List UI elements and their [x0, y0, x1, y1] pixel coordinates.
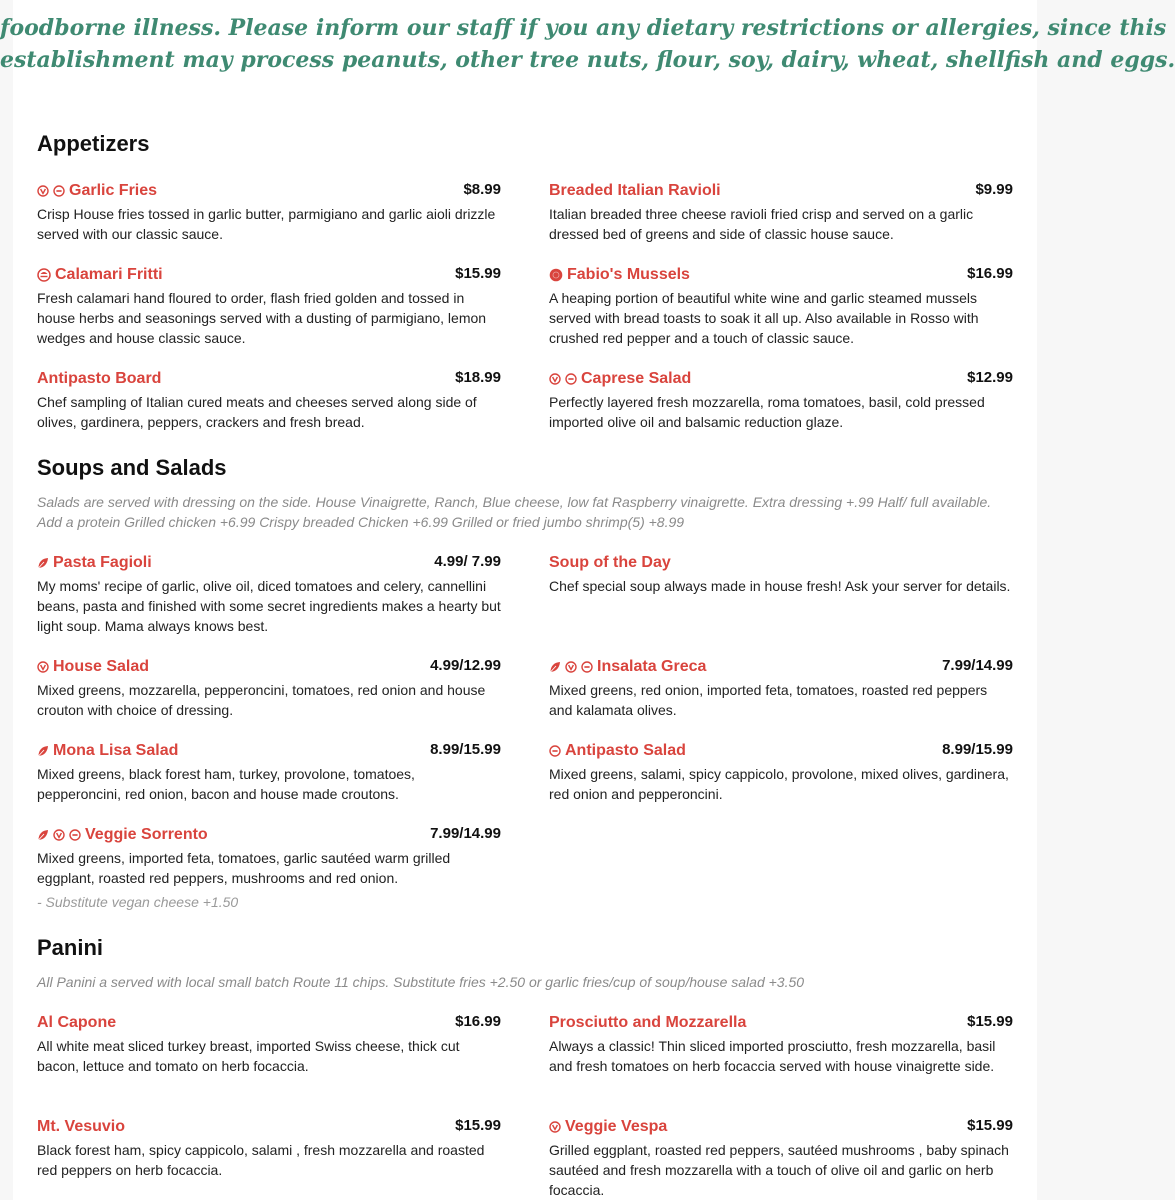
healthy-leaf-icon: [549, 661, 561, 673]
menu-item-name-text: Antipasto Board: [37, 370, 162, 387]
menu-item-name-text: Al Capone: [37, 1014, 117, 1031]
shellfish-icon: [549, 268, 563, 282]
menu-item: [549, 742, 1013, 804]
menu-item-description: A heaping portion of beautiful white wine and garlic steamed mussels served with bread toasts to soak it all up. Also available in Rosso with crushed red pepper and a touch of classic sauce.: [549, 290, 979, 346]
menu-item: [549, 1118, 1013, 1200]
vegetarian-icon: [37, 185, 49, 197]
menu-item-name: [37, 370, 161, 388]
seafood-icon: [37, 268, 51, 282]
gluten-free-icon: [53, 185, 65, 197]
menu-item-name-text: House Salad: [53, 658, 150, 675]
notice-line-1: foodborne illness. Please inform our staff if you any dietary restrictions or allergies, since this: [0, 15, 1167, 41]
menu-item: [37, 742, 501, 804]
menu-item-header: [549, 266, 1013, 288]
menu-item-description: All white meat sliced turkey breast, imported Swiss cheese, thick cut bacon, lettuce and tomato on herb focaccia.: [37, 1038, 460, 1074]
vegetarian-icon: [53, 829, 65, 841]
menu-item-name: [549, 266, 690, 284]
vegetarian-icon: [37, 661, 49, 673]
section-title-appetizers: Appetizers: [37, 131, 150, 156]
menu-item-substitution-note: - Substitute vegan cheese +1.50: [37, 894, 239, 910]
gluten-free-icon: [565, 373, 577, 385]
menu-item: [37, 370, 501, 432]
menu-item-name-text: Insalata Greca: [597, 658, 707, 675]
menu-item-name: [549, 554, 671, 572]
menu-item-description: Grilled eggplant, roasted red peppers, sautéed mushrooms , baby spinach sautéed and fresh mozzarella with a touch of olive oil and garlic on herb focaccia.: [549, 1142, 1009, 1198]
menu-item: [549, 182, 1013, 244]
menu-item-header: [549, 1014, 1013, 1036]
menu-item-name: [37, 266, 163, 284]
menu-item-name-text: Fabio's Mussels: [567, 266, 690, 283]
menu-item-description: Black forest ham, spicy cappicolo, salami , fresh mozzarella and roasted red peppers on herb focaccia.: [37, 1142, 485, 1178]
menu-item-description: Always a classic! Thin sliced imported prosciutto, fresh mozzarella, basil and fresh tomatoes on herb focaccia served with house vinaigrette side.: [549, 1038, 996, 1074]
menu-item-header: [549, 182, 1013, 204]
menu-item: [549, 370, 1013, 432]
section-note-soups-salads: Salads are served with dressing on the side. House Vinaigrette, Ranch, Blue cheese, low fat Raspberry vinaigrette. Extra dressing +.99 Half/ full available. Add a protein Grilled chicken +6.99 Crispy breaded Chicken +6.99 Grilled or fried jumbo shrimp(5) +8.99: [37, 494, 992, 530]
menu-item-header: [37, 826, 501, 848]
healthy-leaf-icon: [37, 829, 49, 841]
menu-item-header: [37, 1118, 501, 1140]
menu-item: [549, 658, 1013, 720]
menu-item-header: [37, 182, 501, 204]
menu-item-name: [37, 742, 178, 760]
section-title-soups-salads: Soups and Salads: [37, 455, 227, 480]
menu-item-description: Mixed greens, imported feta, tomatoes, garlic sautéed warm grilled eggplant, roasted red peppers, mushrooms and red onion.: [37, 850, 451, 886]
healthy-leaf-icon: [37, 557, 49, 569]
gluten-free-icon: [69, 829, 81, 841]
menu-item-name-text: Veggie Vespa: [565, 1118, 668, 1135]
menu-item-name-text: Pasta Fagioli: [53, 554, 152, 571]
menu-item-description: Perfectly layered fresh mozzarella, roma tomatoes, basil, cold pressed imported olive oil and balsamic reduction glaze.: [549, 394, 985, 430]
menu-item-header: [549, 658, 1013, 680]
menu-item-price: $16.99: [455, 1013, 501, 1030]
menu-item-name: [37, 1118, 125, 1136]
menu-item-price: $16.99: [967, 265, 1013, 282]
menu-item: [37, 826, 501, 912]
menu-item-name-text: Antipasto Salad: [565, 742, 686, 759]
menu-item-name-text: Soup of the Day: [549, 554, 671, 571]
menu-item-price: 8.99/15.99: [430, 741, 501, 758]
menu-item-description: Mixed greens, red onion, imported feta, tomatoes, roasted red peppers and kalamata olives.: [549, 682, 988, 718]
menu-item: [549, 554, 1013, 596]
allergy-notice: [0, 0, 1175, 76]
menu-item-header: [37, 658, 501, 680]
menu-item-header: [549, 554, 1013, 576]
menu-item-name-text: Veggie Sorrento: [85, 826, 208, 843]
vegetarian-icon: [565, 661, 577, 673]
menu-item-name: [549, 182, 721, 200]
menu-item-description: Mixed greens, salami, spicy cappicolo, provolone, mixed olives, gardinera, red onion and pepperoncini.: [549, 766, 1009, 802]
menu-item-description: Chef sampling of Italian cured meats and cheeses served along side of olives, gardinera, peppers, crackers and fresh bread.: [37, 394, 477, 430]
menu-item: [549, 1014, 1013, 1076]
menu-item-description: Italian breaded three cheese ravioli fried crisp and served on a garlic dressed bed of greens and side of classic house sauce.: [549, 206, 974, 242]
menu-item-price: $18.99: [455, 369, 501, 386]
menu-item-price: $15.99: [967, 1013, 1013, 1030]
menu-item-description: Chef special soup always made in house fresh! Ask your server for details.: [549, 578, 1011, 594]
section-note-panini: All Panini a served with local small batch Route 11 chips. Substitute fries +2.50 or garlic fries/cup of soup/house salad +3.50: [37, 974, 805, 990]
menu-item-name: [37, 182, 157, 200]
menu-item-header: [37, 370, 501, 392]
menu-item-price: $15.99: [455, 265, 501, 282]
menu-item-name: [549, 658, 706, 676]
menu-item-price: 7.99/14.99: [942, 657, 1013, 674]
menu-item-description: My moms' recipe of garlic, olive oil, diced tomatoes and celery, cannellini beans, pasta and finished with some secret ingredients makes a hearty but light soup. Mama always knows best.: [37, 578, 501, 634]
menu-item: [37, 182, 501, 244]
menu-item-price: 8.99/15.99: [942, 741, 1013, 758]
menu-item-header: [37, 266, 501, 288]
menu-item: [549, 266, 1013, 348]
menu-item-name: [549, 1118, 667, 1136]
menu-item-name-text: Caprese Salad: [581, 370, 692, 387]
menu-item-description: Crisp House fries tossed in garlic butter, parmigiano and garlic aioli drizzle served with our classic sauce.: [37, 206, 496, 242]
menu-item-name: [37, 658, 149, 676]
menu-item-name: [549, 1014, 746, 1032]
notice-line-2: establishment may process peanuts, other tree nuts, flour, soy, dairy, wheat, shellfish and eggs.: [0, 47, 1175, 73]
vegetarian-icon: [549, 373, 561, 385]
menu-item-name-text: Breaded Italian Ravioli: [549, 182, 721, 199]
menu-item-name-text: Mt. Vesuvio: [37, 1118, 126, 1135]
menu-item-name: [549, 370, 691, 388]
menu-item-name-text: Mona Lisa Salad: [53, 742, 179, 759]
menu-item-description: Mixed greens, mozzarella, pepperoncini, tomatoes, red onion and house crouton with choice of dressing.: [37, 682, 486, 718]
menu-item-price: 4.99/12.99: [430, 657, 501, 674]
menu-item-price: $8.99: [463, 181, 501, 198]
menu-item-name: [37, 1014, 116, 1032]
menu-item-name-text: Prosciutto and Mozzarella: [549, 1014, 747, 1031]
menu-item-price: 7.99/14.99: [430, 825, 501, 842]
menu-item-price: $9.99: [975, 181, 1013, 198]
menu-item-header: [37, 1014, 501, 1036]
menu-item-name-text: Calamari Fritti: [55, 266, 163, 283]
menu-item: [37, 1014, 501, 1076]
menu-item-description: Mixed greens, black forest ham, turkey, provolone, tomatoes, pepperoncini, red onion, bacon and house made croutons.: [37, 766, 415, 802]
menu-item-name: [37, 554, 152, 572]
menu-item-price: $12.99: [967, 369, 1013, 386]
menu-item-header: [549, 370, 1013, 392]
section-title-panini: Panini: [37, 935, 104, 960]
gluten-free-icon: [581, 661, 593, 673]
healthy-leaf-icon: [37, 745, 49, 757]
menu-item: [37, 266, 501, 348]
menu-item: [37, 658, 501, 720]
menu-item-name-text: Garlic Fries: [69, 182, 158, 199]
gluten-free-icon: [549, 745, 561, 757]
vegetarian-icon: [549, 1121, 561, 1133]
menu-item-name: [37, 826, 208, 844]
menu-item: [37, 554, 501, 636]
menu-item-price: $15.99: [455, 1117, 501, 1134]
menu-item-name: [549, 742, 686, 760]
menu-item-header: [37, 554, 501, 576]
menu-item-price: 4.99/ 7.99: [434, 553, 501, 570]
menu-item-price: $15.99: [967, 1117, 1013, 1134]
menu-item-header: [37, 742, 501, 764]
menu-item-header: [549, 1118, 1013, 1140]
menu-item: [37, 1118, 501, 1180]
menu-item-description: Fresh calamari hand floured to order, flash fried golden and tossed in house herbs and seasonings served with a dusting of parmigiano, lemon wedges and house classic sauce.: [37, 290, 487, 346]
menu-item-header: [549, 742, 1013, 764]
